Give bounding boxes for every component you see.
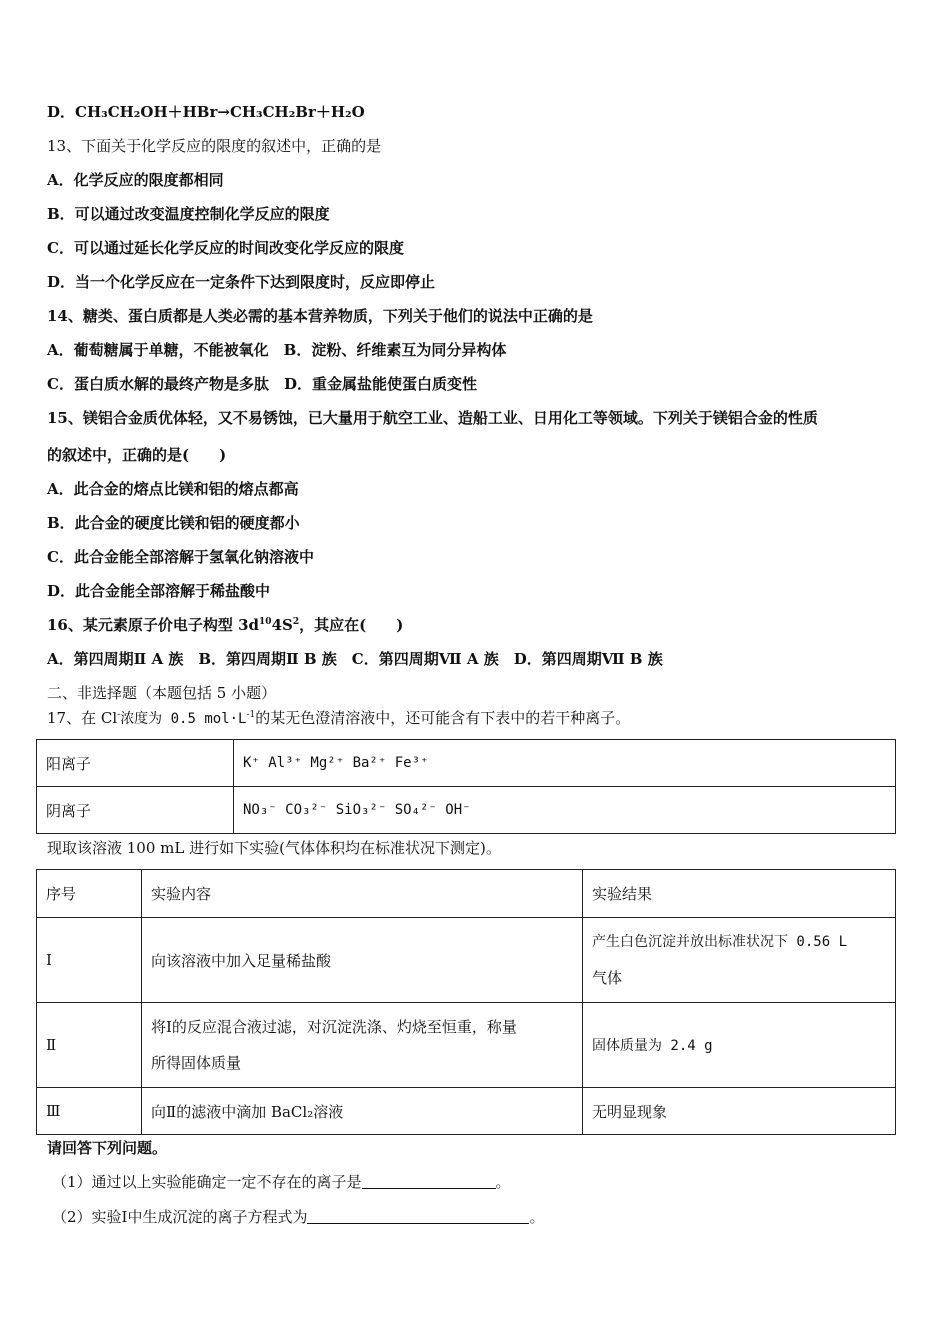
table-row	[37, 740, 896, 787]
row-content	[142, 1003, 583, 1088]
sub-question-1	[52, 1172, 511, 1192]
q17-stem-prefix: 17、在 Cl	[47, 709, 118, 727]
cation-list: K⁺ Al³⁺ Mg²⁺ Ba²⁺ Fe³⁺	[234, 740, 896, 787]
q14-options-cd: C．蛋白质水解的最终产物是多肽 D．重金属盐能使蛋白质变性	[47, 375, 477, 393]
experiment-table	[36, 869, 896, 1135]
q17-sup-minus-one: -1	[246, 710, 256, 720]
q14-stem: 14、糖类、蛋白质都是人类必需的基本营养物质，下列关于他们的说法中正确的是	[47, 307, 593, 325]
sub-question-1-end: 。	[495, 1173, 511, 1191]
row-content-line: 向该溶液中加入足量稀盐酸	[151, 951, 332, 970]
row-result: 无明显现象	[583, 1088, 896, 1135]
sub-question-2-end: 。	[529, 1208, 545, 1226]
cation-label: 阳离子	[37, 740, 234, 787]
sub-question-2	[52, 1207, 545, 1227]
header-no: 序号	[37, 870, 142, 918]
row-content	[142, 918, 583, 1003]
q12-option-d	[47, 102, 365, 122]
row-no: Ⅲ	[37, 1088, 142, 1135]
row-no: Ⅰ	[37, 918, 142, 1003]
q15-option-a: A．此合金的熔点比镁和铝的熔点都高	[47, 480, 299, 498]
q16-sup-10: 10	[259, 617, 272, 627]
q17-stem-suffix: 的某无色澄清溶液中，还可能含有下表中的若干种离子。	[255, 709, 631, 727]
q17-stem	[47, 708, 630, 729]
sub-question-1-text: （1）通过以上实验能确定一定不存在的离子是	[52, 1173, 362, 1191]
q15-option-c: C．此合金能全部溶解于氢氧化钠溶液中	[47, 548, 314, 566]
q16-sup-2: 2	[292, 617, 300, 627]
q15-option-d: D．此合金能全部溶解于稀盐酸中	[47, 582, 271, 600]
table-row	[37, 1003, 896, 1088]
table-row	[37, 1088, 896, 1135]
row-content-line: 所得固体质量	[151, 1054, 242, 1072]
option-d-label: D．	[47, 103, 76, 121]
table-header-row	[37, 870, 896, 918]
q13-option-c: C．可以通过延长化学反应的时间改变化学反应的限度	[47, 239, 404, 257]
header-content: 实验内容	[142, 870, 583, 918]
q13-stem: 13、下面关于化学反应的限度的叙述中，正确的是	[47, 137, 382, 155]
table-row	[37, 787, 896, 834]
q15-option-b: B．此合金的硬度比镁和铝的硬度都小	[47, 514, 300, 532]
q16-stem-prefix: 16、某元素原子价电子构型 3d	[47, 616, 260, 634]
answer-blank-1[interactable]	[362, 1173, 496, 1189]
row-result: 固体质量为 2.4 g	[583, 1003, 896, 1088]
header-result: 实验结果	[583, 870, 896, 918]
sub-question-2-text: （2）实验Ⅰ中生成沉淀的离子方程式为	[52, 1208, 308, 1226]
q16-stem-mid: 4S	[271, 616, 293, 634]
table-row	[37, 918, 896, 1003]
q13-option-a: A．化学反应的限度都相同	[47, 171, 224, 189]
q15-stem-line2: 的叙述中，正确的是( )	[47, 446, 227, 464]
q17-stem-mid: 浓度为 0.5 mol·L	[120, 711, 247, 727]
q13-option-b: B．可以通过改变温度控制化学反应的限度	[47, 205, 330, 223]
row-content: 向Ⅱ的滤液中滴加 BaCl₂溶液	[142, 1088, 583, 1135]
q16-options: A．第四周期Ⅱ A 族 B．第四周期Ⅱ B 族 C．第四周期Ⅶ A 族 D．第四周期Ⅶ B 族	[47, 650, 663, 668]
row-result	[583, 918, 896, 1003]
experiment-note: 现取该溶液 100 mL 进行如下实验(气体体积均在标准状况下测定)。	[47, 839, 501, 857]
q15-stem-line1: 15、镁铝合金质优体轻，又不易锈蚀，已大量用于航空工业、造船工业、日用化工等领域。下列关于镁铝合金的性质	[47, 409, 818, 427]
q14-options-ab: A．葡萄糖属于单糖，不能被氧化 B．淀粉、纤维素互为同分异构体	[47, 341, 507, 359]
row-no: Ⅱ	[37, 1003, 142, 1088]
q16-stem	[47, 615, 403, 635]
q13-option-d: D．当一个化学反应在一定条件下达到限度时，反应即停止	[47, 273, 436, 291]
row-result-line: 气体	[592, 969, 623, 987]
anion-list: NO₃⁻ CO₃²⁻ SiO₃²⁻ SO₄²⁻ OH⁻	[234, 787, 896, 834]
anion-label: 阴离子	[37, 787, 234, 834]
q17-sup-minus: -	[117, 710, 121, 720]
answer-prompt: 请回答下列问题。	[47, 1139, 168, 1157]
row-result-line: 产生白色沉淀并放出标准状况下 0.56 L	[592, 934, 848, 950]
ion-table	[36, 739, 896, 834]
answer-blank-2[interactable]	[307, 1208, 529, 1224]
q16-stem-suffix: ，其应在( )	[299, 616, 404, 634]
option-d-formula: CH₃CH₂OH＋HBr→CH₃CH₂Br＋H₂O	[75, 103, 365, 121]
row-content-line: 将Ⅰ的反应混合液过滤，对沉淀洗涤、灼烧至恒重，称量	[151, 1018, 517, 1036]
section-heading: 二、非选择题（本题包括 5 小题）	[47, 684, 277, 702]
